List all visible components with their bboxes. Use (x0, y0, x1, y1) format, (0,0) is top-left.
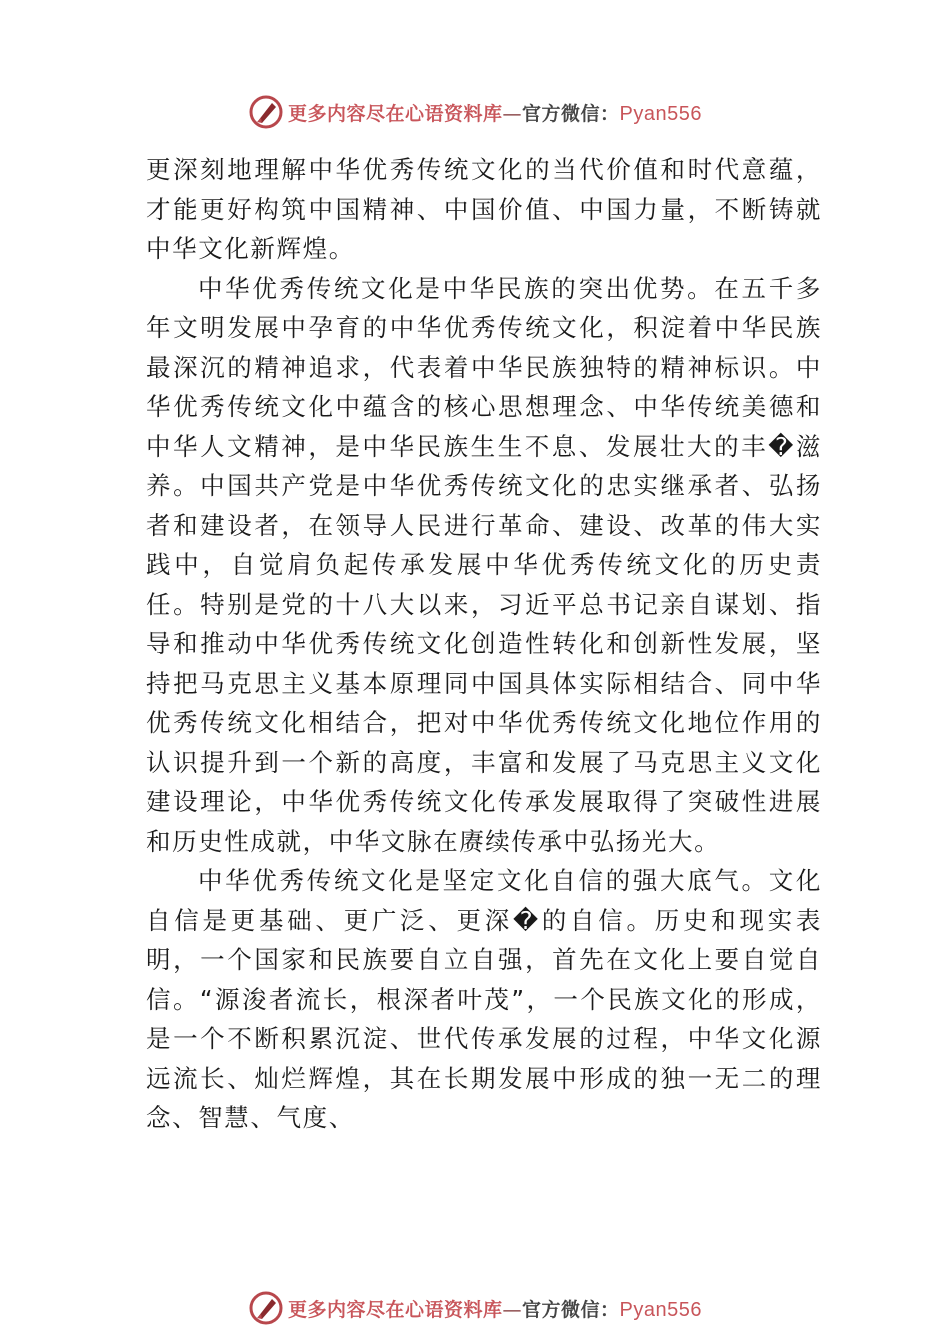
pen-nib-seal-icon (248, 1290, 284, 1326)
footer-brand: 更多内容尽在心语资料库 (288, 1298, 503, 1321)
document-body (146, 150, 822, 1138)
paragraph-2: 中华优秀传统文化是中华民族的突出优势。在五千多年文明发展中孕育的中华优秀传统文化，积淀着中华民族最深沉的精神追求，代表着中华民族独特的精神标识。中华优秀传统文化中蕴含的核心思想理念、中华传统美德和中华人文精神，是中华民族生生不息、发展壮大的丰�滋养。中国共产党是中华优秀传统文化的忠实继承者、弘扬者和建设者，在领导人民进行革命、建设、改革的伟大实践中，自觉肩负起传承发展中华优秀传统文化的历史责任。特别是党的十八大以来，习近平总书记亲自谋划、指导和推动中华优秀传统文化创造性转化和创新性发展，坚持把马克思主义基本原理同中国具体实际相结合、同中华优秀传统文化相结合，把对中华优秀传统文化地位作用的认识提升到一个新的高度，丰富和发展了马克思主义文化建设理论，中华优秀传统文化传承发展取得了突破性进展和历史性成就，中华文脉在赓续传承中弘扬光大。 (146, 273, 822, 856)
paragraph-3: 中华优秀传统文化是坚定文化自信的强大底气。文化自信是更基础、更广泛、更深�的自信。历史和现实表明，一个国家和民族要自立自强，首先在文化上要自觉自信。“源浚者流长，根深者叶茂”，一个民族文化的形成，是一个不断积累沉淀、世代传承发展的过程，中华文化源远流长、灿烂辉煌，其在长期发展中形成的独一无二的理念、智慧、气度、 (146, 866, 822, 1132)
footer-banner (0, 1288, 950, 1328)
footer-dash: — (502, 1298, 523, 1321)
pen-nib-seal-icon (248, 94, 284, 130)
header-brand: 更多内容尽在心语资料库 (288, 102, 503, 125)
header-wechat-label: 官方微信： (522, 102, 620, 125)
header-dash: — (502, 102, 523, 125)
footer-wechat-label: 官方微信： (522, 1298, 620, 1321)
paragraph-1: 更深刻地理解中华优秀传统文化的当代价值和时代意蕴，才能更好构筑中国精神、中国价值、中国力量，不断铸就中华文化新辉煌。 (146, 155, 822, 263)
header-wechat-id: Pyan556 (619, 102, 702, 125)
header-banner (0, 92, 950, 132)
footer-wechat-id: Pyan556 (619, 1298, 702, 1321)
